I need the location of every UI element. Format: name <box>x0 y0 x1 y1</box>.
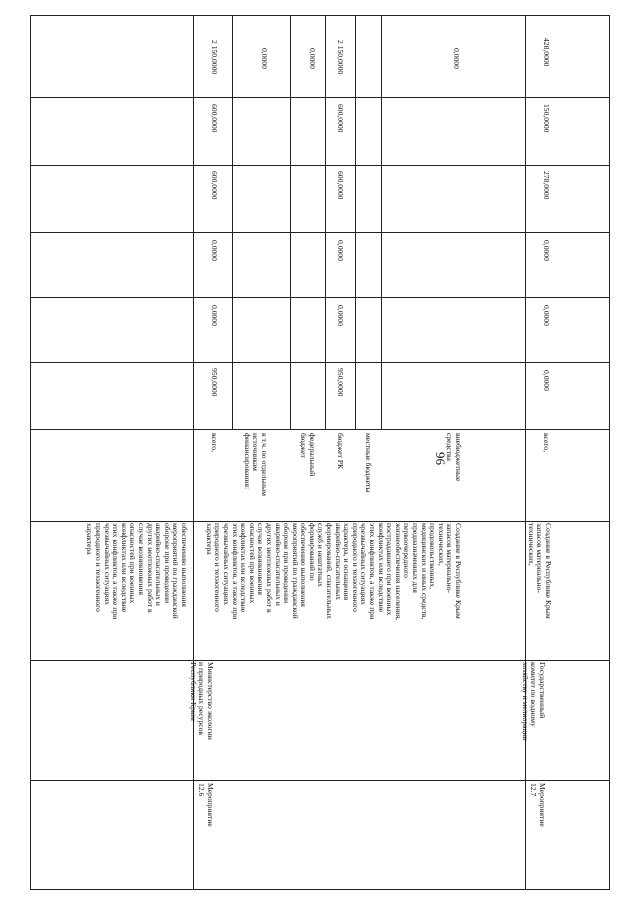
table-line <box>30 889 610 890</box>
total-value: 600,0000 <box>210 104 219 133</box>
table-line <box>30 429 610 430</box>
rk-value: 0,0000 <box>336 240 345 261</box>
table-line <box>232 15 233 75</box>
table-line <box>525 15 526 890</box>
source-rk: бюджет РК <box>336 433 345 470</box>
table-line <box>30 165 610 166</box>
cont-value-separate: 0,0000 <box>260 48 269 69</box>
table-line <box>290 15 291 430</box>
table-line <box>30 780 610 781</box>
total-value: 950,0000 <box>210 368 219 397</box>
row-12-6-executor: Министерство экологии и природных ресурсов Республики Крым <box>188 662 215 740</box>
row-12-7-label: Мероприятие 12.7 <box>529 783 547 827</box>
total-value: 600,0000 <box>210 171 219 200</box>
rk-value: 600,0000 <box>336 171 345 200</box>
rk-value: 950,0000 <box>336 368 345 397</box>
row-12-7-description: Создание в Республике Крым запасов материально- технических, <box>526 523 553 619</box>
row-12-6-label: Мероприятие 12.6 <box>197 783 215 827</box>
row-12-6-description: Создание в Республике Крым запасов материально- технических, продовольственных, медицинских и иных средств, предназначенных для первоочередного жизнеобеспечения населения, пострадавшего при военных конфликтах или вследствие этих конфликтов, а также при чрезвычайных ситуациях природного и техногенного характера, и оснащения аварийно-спасательных формирований, спасательных служб и нештатных формирований по обеспечению выполнения мероприятий по гражданской обороне при проведении аварийно-спасательных и других неотложных работ в случае возникновения опасностей при военных конфликтах или вследствие этих конфликтов, а также при чрезвычайных ситуациях природного и техногенного характера <box>204 523 463 621</box>
table-line <box>30 297 610 298</box>
total-value: 0,0000 <box>210 305 219 326</box>
page-number: 96 <box>433 452 448 465</box>
table-line <box>30 97 610 98</box>
table-line <box>30 362 610 363</box>
row-12-7-source-total: всего, <box>542 433 551 452</box>
row-12-7-value: 150,0000 <box>542 104 551 133</box>
rk-value: 600,0000 <box>336 104 345 133</box>
row-12-7-executor: Государственный комитет по водному хозяйству и мелиорации <box>520 662 547 741</box>
table-line <box>355 15 356 430</box>
table-line <box>30 660 610 661</box>
row-12-7-value: 428,0000 <box>542 38 551 67</box>
cont-value-extra: 0,0000 <box>452 48 461 69</box>
source-federal: федеральный бюджет <box>299 433 317 477</box>
row-12-7-value: 0,0000 <box>542 370 551 391</box>
table-line <box>609 15 610 890</box>
continuation-description: обеспечению выполнения мероприятий по гражданской обороне при проведении аварийно-спасательных и других неотложных работ в случае возникновения опасностей при военных конфликтах или вследствие этих конфликтов, а также при чрезвычайных ситуациях природного и техногенного характера <box>85 523 189 620</box>
cont-value-rk: 2 150,0000 <box>336 40 345 75</box>
table-line <box>30 15 610 16</box>
rk-value: 0,0000 <box>336 305 345 326</box>
source-separate: в т.ч. по отдельным источникам финансирования: <box>242 433 269 496</box>
table-line <box>193 15 194 890</box>
table-line <box>30 232 610 233</box>
cont-value-federal: 0,0000 <box>308 48 317 69</box>
table-line <box>381 15 382 430</box>
row-12-7-value: 0,0000 <box>542 240 551 261</box>
source-extra: внебюджетные средства <box>445 433 463 482</box>
table-line <box>30 521 610 522</box>
table-line <box>325 15 326 430</box>
source-local: местные бюджеты <box>364 433 373 493</box>
table-line <box>232 15 233 430</box>
cont-value-total: 2 150,0000 <box>210 40 219 75</box>
source-total: всего, <box>210 433 219 452</box>
table-line <box>30 15 31 890</box>
total-value: 0,0000 <box>210 240 219 261</box>
row-12-7-value: 278,0000 <box>542 171 551 200</box>
row-12-7-value: 0,0000 <box>542 305 551 326</box>
